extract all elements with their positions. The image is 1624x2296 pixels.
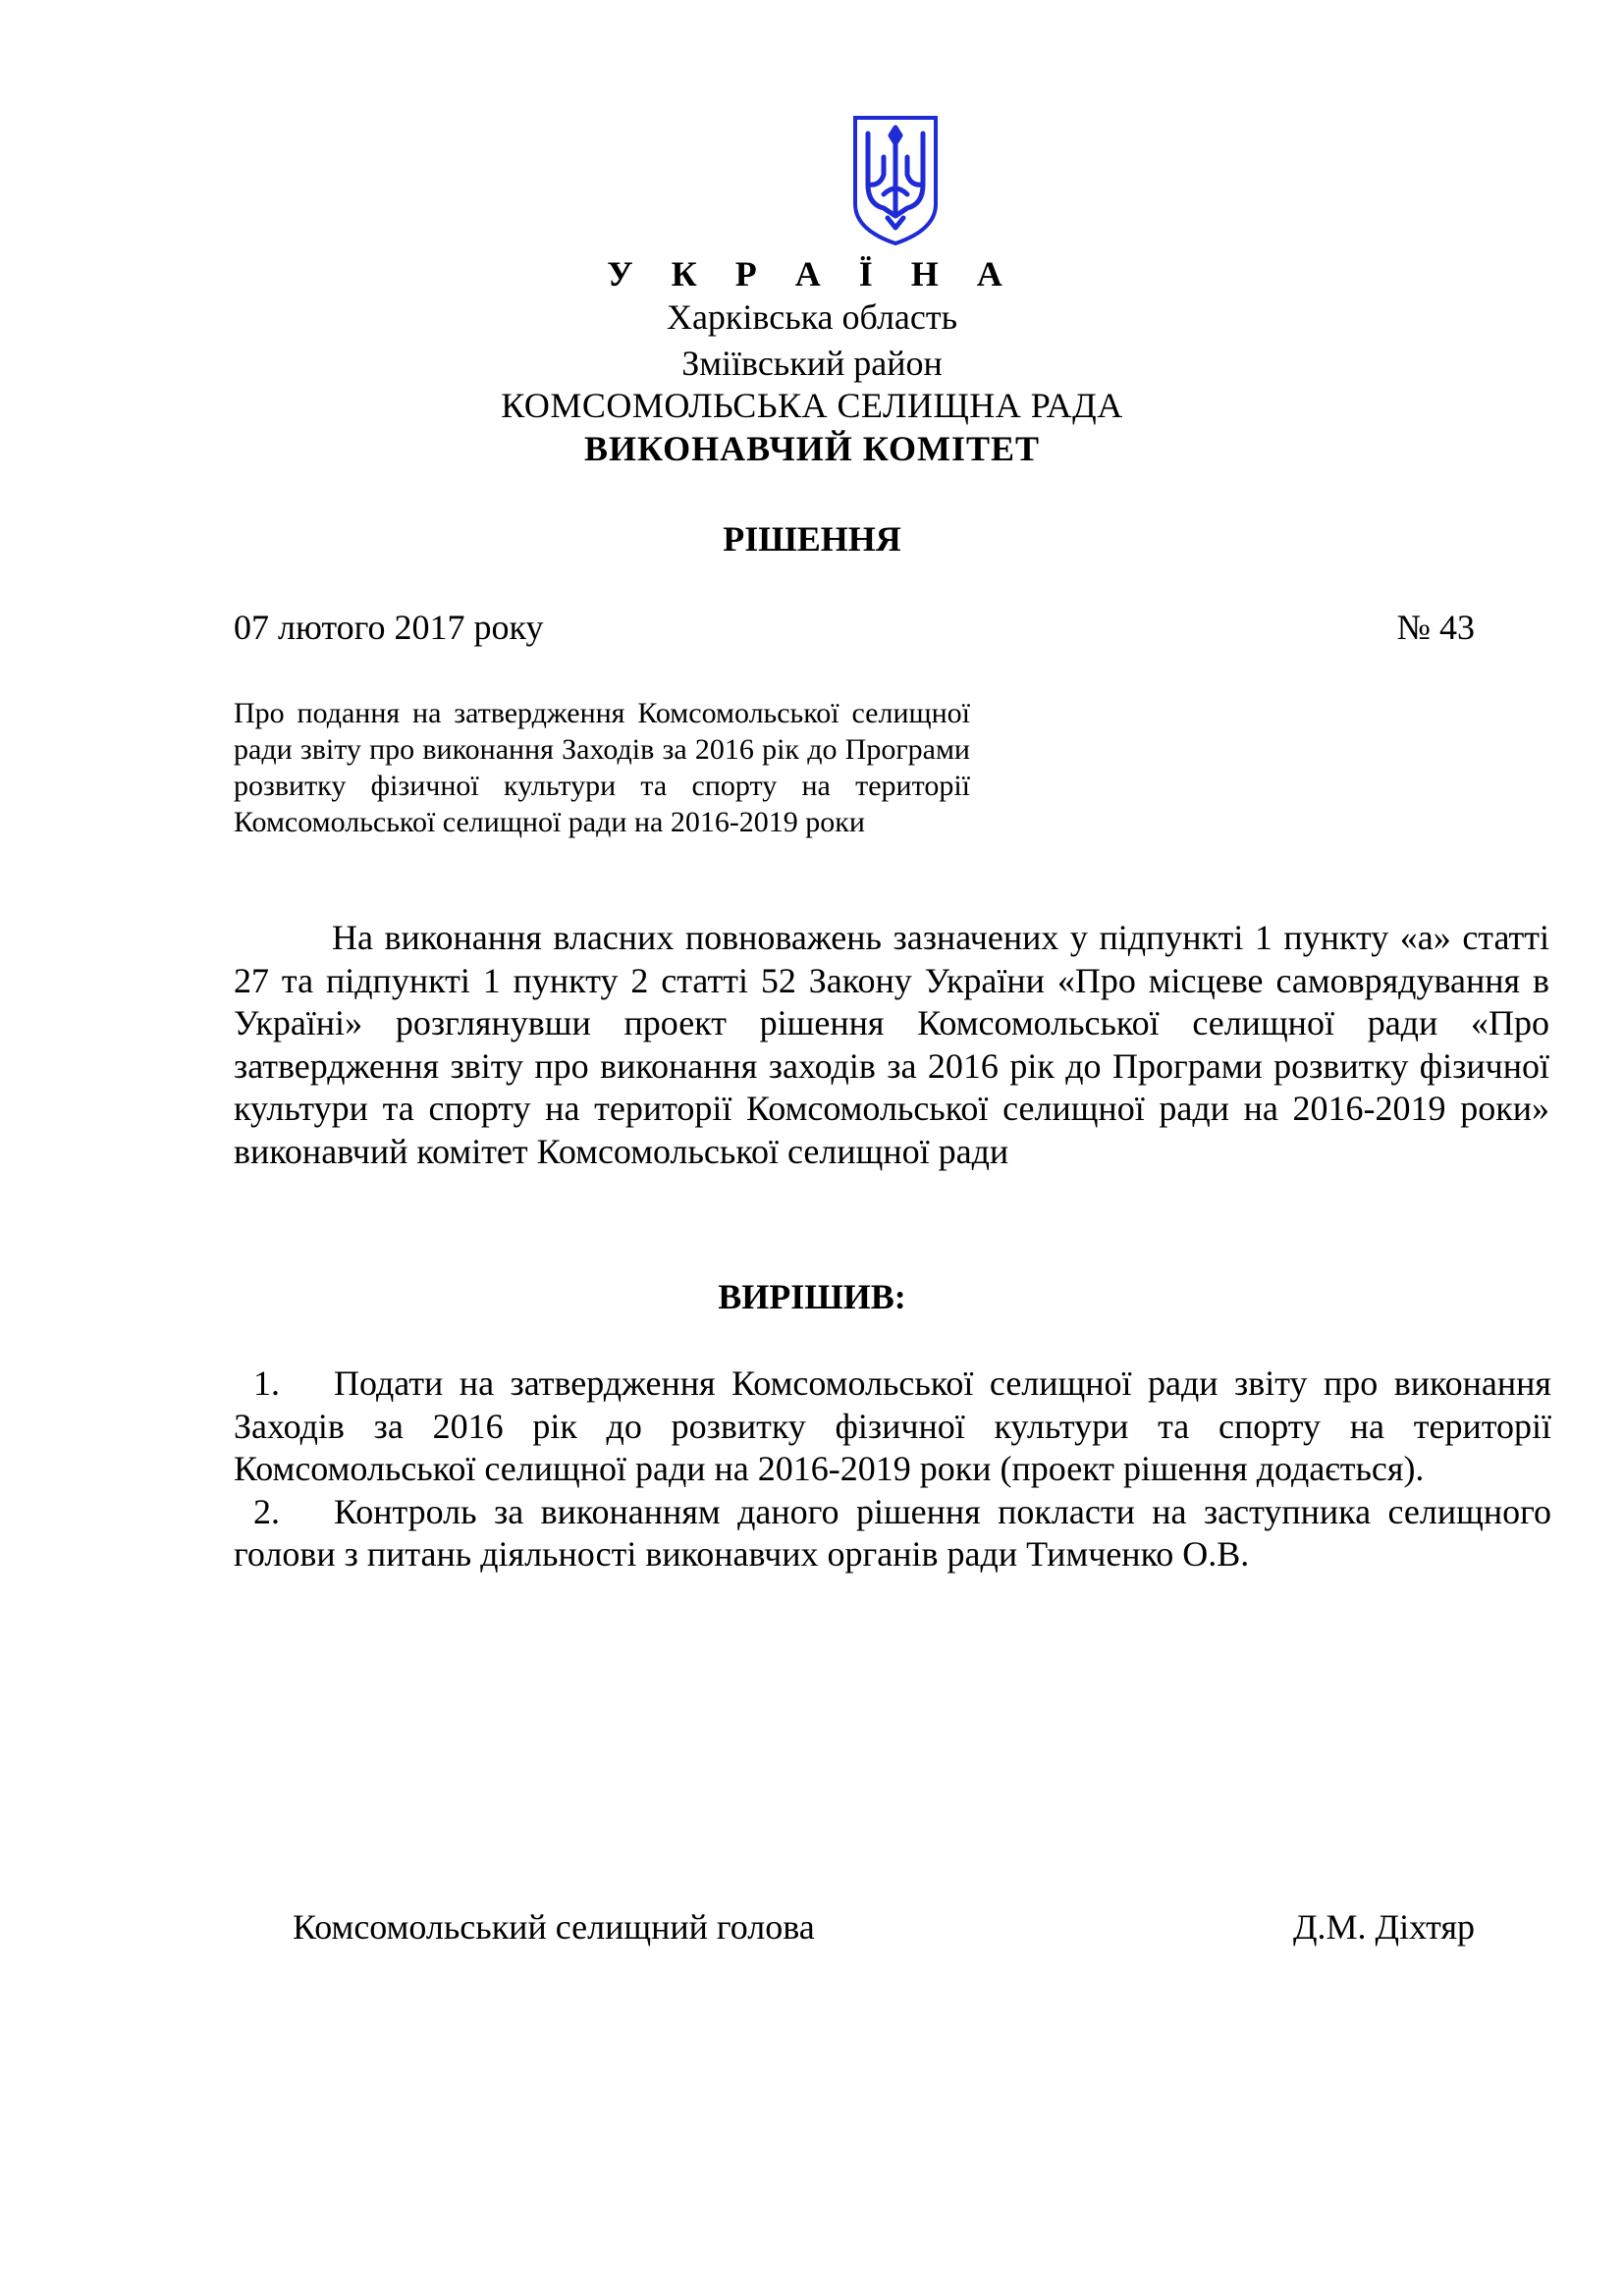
council-name: КОМСОМОЛЬСЬКА СЕЛИЩНА РАДА [501,386,1123,425]
resolved-heading: ВИРІШИВ: [718,1277,906,1316]
document-date: 07 лютого 2017 року [234,608,544,647]
item-number: 2. [253,1491,280,1531]
district-name: Зміївський район [681,344,943,383]
signatory-name: Д.М. Діхтяр [1292,1907,1475,1947]
preamble-paragraph: На виконання власних повноважень зазначених у підпункті 1 пункту «а» статті 27 та підпункті 1 пункту 2 статті 52 Закону України «Про місцеве самоврядування в Україні» розглянувши проект рішення Комсомольської селищної ради «Про затвердження звіту про виконання заходів за 2016 рік до Програми розвитку фізичної культури та спорту на території Комсомольської селищної ради на 2016-2019 роки» виконавчий комітет Комсомольської селищної ради [234,918,1549,1171]
item-number: 1. [253,1363,280,1403]
item-text: Контроль за виконанням даного рішення покласти на заступника селищного голови з питань діяльності виконавчих органів ради Тимченко О.В. [234,1491,1551,1574]
document-subject: Про подання на затвердження Комсомольської селищної ради звіту про виконання Заходів за 2016 рік до Програми розвитку фізичної культури та спорту на території Комсомольської селищної ради на 2016-2019 роки [234,697,970,838]
resolution-item [234,1491,1551,1576]
resolution-items [234,1362,1551,1576]
committee-name: ВИКОНАВЧИЙ КОМІТЕТ [583,429,1041,468]
document-number: № 43 [1396,608,1475,647]
signatory-title: Комсомольський селищний голова [293,1907,815,1947]
item-text: Подати на затвердження Комсомольської селищної ради звіту про виконання Заходів за 2016 рік до розвитку фізичної культури та спорту на території Комсомольської селищної ради на 2016-2019 роки (проект рішення додається). [234,1363,1551,1488]
document-type: РІШЕННЯ [723,519,901,559]
trident-coat-of-arms-icon [850,114,941,247]
country-name: У К Р А Ї Н А [607,254,1017,294]
oblast-name: Харківська область [666,297,958,337]
resolution-item [234,1362,1551,1491]
